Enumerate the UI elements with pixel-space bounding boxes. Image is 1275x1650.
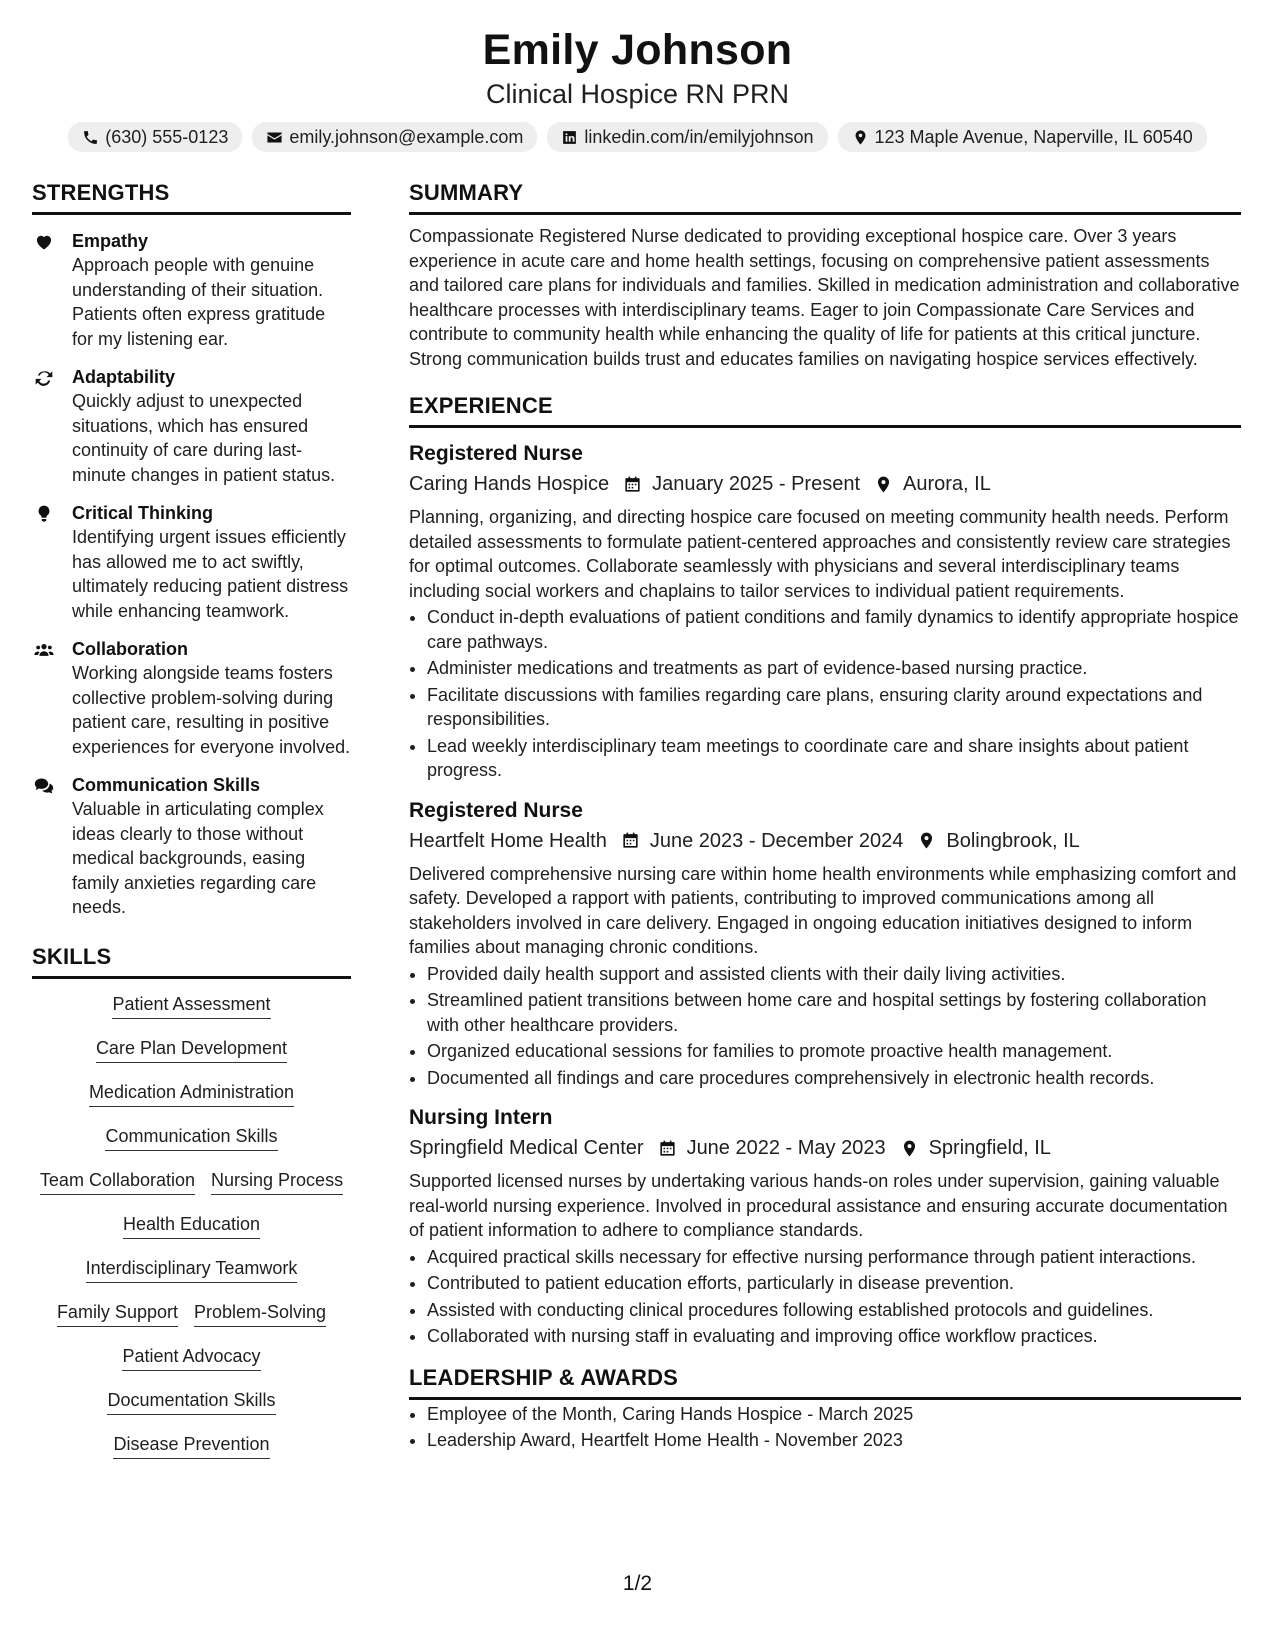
awards-heading: LEADERSHIP & AWARDS [409, 1363, 1241, 1400]
strength-desc: Quickly adjust to unexpected situations, which has ensured continuity of care during last-minute changes in patient status. [72, 391, 336, 485]
contact-address-text: 123 Maple Avenue, Naperville, IL 60540 [874, 126, 1193, 147]
strength-desc: Working alongside teams fosters collective problem-solving during patient care, resulting in positive experiences for everyone involved. [72, 663, 351, 757]
contact-address [838, 122, 1207, 152]
list-item: • Acquired practical skills necessary for effective nursing performance through patient interactions. [427, 1245, 1241, 1270]
list-item: • Facilitate discussions with families regarding care plans, ensuring clarity around expectations and responsibilities. [427, 683, 1241, 732]
job-dates: June 2023 - December 2024 [649, 829, 904, 852]
left-column [32, 178, 351, 1477]
candidate-title: Clinical Hospice RN PRN [485, 79, 790, 109]
experience-heading: EXPERIENCE [409, 391, 1241, 428]
list-item: • Provided daily health support and assisted clients with their daily living activities. [427, 962, 1241, 987]
job-bullets [409, 1245, 1241, 1349]
list-item: • Contributed to patient education efforts, particularly in disease prevention. [427, 1271, 1241, 1296]
sync-icon [34, 368, 54, 388]
phone-icon [82, 129, 99, 146]
calendar-icon [623, 475, 642, 494]
strength-desc: Approach people with genuine understanding of their situation. Patients often express gratitude for my listening ear. [72, 255, 326, 349]
job-dates: June 2022 - May 2023 [686, 1137, 886, 1159]
job-company: Springfield Medical Center [409, 1137, 644, 1159]
list-item: • Lead weekly interdisciplinary team meetings to coordinate care and share insights about patient progress. [427, 734, 1241, 783]
job-meta [409, 826, 1241, 856]
strength-item [32, 229, 351, 351]
list-item: • Organized educational sessions for families to promote proactive health management. [427, 1039, 1241, 1064]
job-location: Aurora, IL [903, 473, 991, 495]
contact-phone-text: (630) 555-0123 [105, 126, 229, 147]
contact-linkedin[interactable] [547, 122, 827, 152]
experience-section [409, 391, 1241, 1349]
heart-icon [34, 232, 54, 252]
job-location: Bolingbrook, IL [946, 829, 1080, 852]
list-item: • Administer medications and treatments as part of evidence-based nursing practice. [427, 656, 1241, 681]
skills-section [32, 942, 351, 1477]
job-description: Supported licensed nurses by undertaking various hands-on roles under supervision, gaining valuable real-world nursing experience. Involved in procedural assistance and ensuring accurate documentation of patient information to adhere to compliance standards. [409, 1171, 1228, 1240]
job-entry [409, 1104, 1241, 1349]
job-role: Registered Nurse [409, 798, 583, 822]
skill-tag: Patient Advocacy [122, 1345, 260, 1371]
job-description: Delivered comprehensive nursing care within home health environments while emphasizing comfort and safety. Developed a rapport with patients, contributing to improved communications among all stakeholders involved in care delivery. Engaged in ongoing education initiatives designed to inform families about managing chronic conditions. [409, 863, 1237, 957]
skill-tag: Team Collaboration [40, 1169, 195, 1195]
strength-title: Critical Thinking [72, 503, 214, 523]
list-item: • Leadership Award, Heartfelt Home Health - November 2023 [427, 1428, 1241, 1453]
strength-desc: Valuable in articulating complex ideas clearly to those without medical backgrounds, easing family anxieties regarding care needs. [72, 799, 324, 917]
skill-tag: Care Plan Development [96, 1037, 287, 1063]
strengths-heading: STRENGTHS [32, 178, 351, 215]
map-pin-icon [852, 129, 869, 146]
job-bullets [409, 605, 1241, 783]
job-company: Heartfelt Home Health [409, 829, 607, 852]
skills-list [32, 993, 351, 1477]
candidate-name: Emily Johnson [482, 26, 793, 74]
map-pin-icon [917, 831, 936, 850]
page-number: 1/2 [622, 1572, 653, 1595]
skill-tag: Problem-Solving [194, 1301, 326, 1327]
contact-linkedin-text: linkedin.com/in/emilyjohnson [584, 126, 814, 147]
skill-tag: Interdisciplinary Teamwork [86, 1257, 298, 1283]
contact-email-text: emily.johnson@example.com [289, 126, 524, 147]
summary-heading: SUMMARY [409, 178, 1241, 215]
map-pin-icon [874, 475, 893, 494]
job-entry [409, 440, 1241, 783]
lightbulb-icon [34, 504, 54, 524]
job-entry [409, 797, 1241, 1091]
job-description: Planning, organizing, and directing hospice care focused on meeting community health needs. Perform detailed assessments to formulate patient-centered approaches and consistently review care strategies for optimal outcomes. Collaborate seamlessly with physicians and several interdisciplinary teams including social workers and chaplains to tailor services to individual patient requirements. [409, 507, 1231, 601]
job-meta [409, 469, 1241, 499]
skill-tag: Documentation Skills [107, 1389, 275, 1415]
list-item: • Conduct in-depth evaluations of patient conditions and family dynamics to identify appropriate hospice care pathways. [427, 605, 1241, 654]
contact-bar [0, 122, 1275, 152]
skill-tag: Patient Assessment [112, 993, 270, 1019]
comments-icon [34, 776, 54, 796]
skill-tag: Communication Skills [105, 1125, 277, 1151]
job-meta [409, 1133, 1241, 1163]
users-icon [34, 640, 54, 660]
job-role: Nursing Intern [409, 1106, 553, 1129]
job-bullets [409, 962, 1241, 1091]
strength-item [32, 365, 351, 487]
envelope-icon [266, 129, 283, 146]
skill-tag: Medication Administration [89, 1081, 294, 1107]
strength-desc: Identifying urgent issues efficiently has allowed me to act swiftly, ultimately reducing patient distress while enhancing teamwork. [72, 527, 349, 621]
skill-tag: Nursing Process [211, 1169, 343, 1195]
contact-phone[interactable] [68, 122, 242, 152]
calendar-icon [621, 831, 640, 850]
list-item: • Documented all findings and care procedures comprehensively in electronic health records. [427, 1066, 1241, 1091]
strength-title: Empathy [72, 231, 149, 251]
list-item: • Streamlined patient transitions between home care and hospital settings by fostering collaboration with other healthcare providers. [427, 988, 1241, 1037]
summary-text: Compassionate Registered Nurse dedicated to providing exceptional hospice care. Over 3 years experience in acute care and home health settings, focusing on comprehensive patient assessments and tailored care plans for individuals and families. Skilled in medication administration and collaborative healthcare processes with interdisciplinary teams. Eager to join Compassionate Care Services and contribute to community health while enhancing the quality of life for patients at this critical juncture. Strong communication builds trust and educates families on navigating hospice services effectively. [409, 226, 1240, 369]
calendar-icon [658, 1139, 677, 1158]
job-role: Registered Nurse [409, 442, 583, 465]
skills-heading: SKILLS [32, 942, 351, 979]
strength-item [32, 637, 351, 759]
skill-tag: Family Support [57, 1301, 178, 1327]
strength-item [32, 501, 351, 623]
linkedin-icon [561, 129, 578, 146]
strength-title: Collaboration [72, 639, 188, 659]
skill-tag: Disease Prevention [113, 1433, 269, 1459]
strength-item [32, 773, 351, 920]
list-item: • Collaborated with nursing staff in evaluating and improving office workflow practices. [427, 1324, 1241, 1349]
job-company: Caring Hands Hospice [409, 473, 610, 495]
job-dates: January 2025 - Present [652, 473, 861, 495]
right-column [409, 178, 1241, 1455]
awards-section [409, 1363, 1241, 1453]
awards-list [409, 1402, 1241, 1453]
list-item: • Employee of the Month, Caring Hands Hospice - March 2025 [427, 1402, 1241, 1427]
list-item: • Assisted with conducting clinical procedures following established protocols and guidelines. [427, 1298, 1241, 1323]
strength-title: Communication Skills [72, 775, 261, 795]
map-pin-icon [900, 1139, 919, 1158]
job-location: Springfield, IL [928, 1137, 1051, 1159]
contact-email[interactable] [252, 122, 537, 152]
strength-title: Adaptability [72, 367, 176, 387]
resume-header [0, 0, 1275, 152]
skill-tag: Health Education [123, 1213, 260, 1239]
